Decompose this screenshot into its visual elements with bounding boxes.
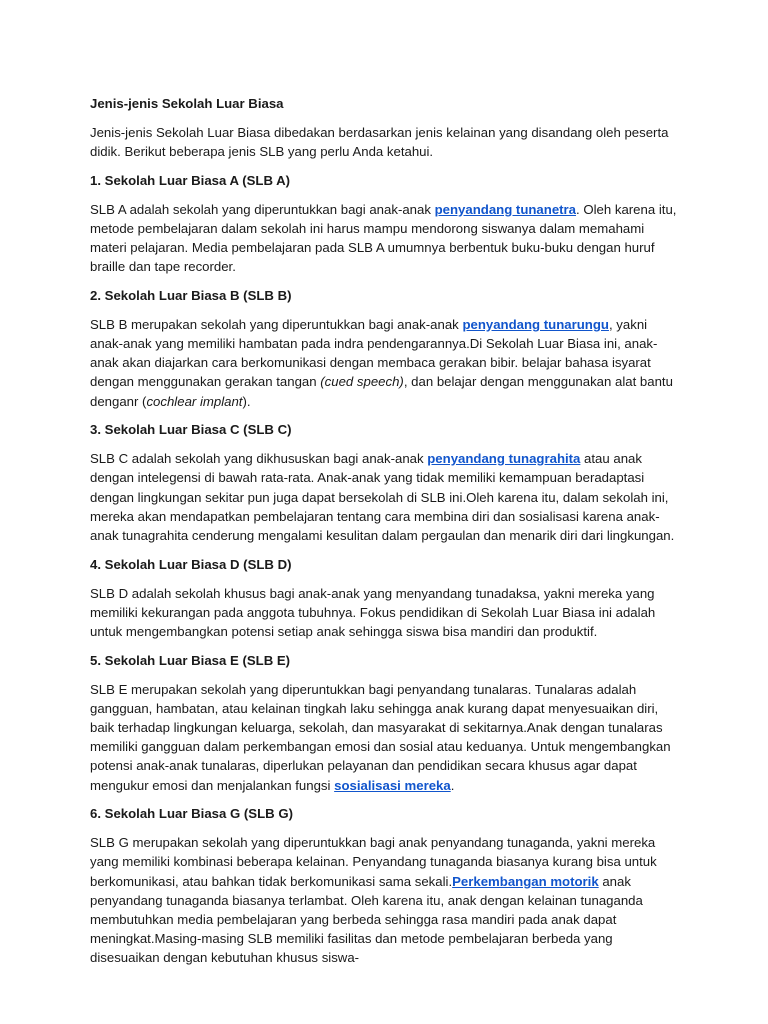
paragraph-slb-b-cochlear-implant: cochlear implant [146, 393, 243, 409]
heading-slb-b: 2. Sekolah Luar Biasa B (SLB B) [90, 288, 292, 303]
link-penyandang-tunanetra[interactable]: penyandang tunanetra [434, 201, 577, 217]
heading-slb-e: 5. Sekolah Luar Biasa E (SLB E) [90, 652, 291, 668]
paragraph-slb-c-text-2: atau anak dengan intelegensi di bawah rata-rata. Anak-anak yang tidak memiliki kemampuan beradaptasi dengan lingkungan sekitar pun juga dapat bersekolah di SLB ini.Oleh karena itu, dalam sekolah ini, mereka akan mendapatkan pembelajaran tentang cara membina diri dan sosialisasi karena anak-anak tunagrahita cenderung mengalami kesulitan dalam pergaulan dan menarik diri dari lingkungan. [90, 451, 675, 544]
paragraph-slb-a-text-2: . Oleh karena itu, metode pembelajaran dalam sekolah ini harus mampu mendorong siswanya dalam memahami materi pelajaran. Media pembelajaran pada SLB A umumnya berbentuk buku-buku dengan huruf braille dan tape recorder. [90, 201, 677, 275]
paragraph-slb-b-text-1: SLB B merupakan sekolah yang diperuntukkan bagi anak-anak [90, 316, 463, 332]
link-sosialisasi-mereka[interactable]: sosialisasi mereka [334, 777, 451, 793]
paragraph-slb-b-text-4: ). [242, 393, 251, 409]
paragraph-slb-g-text-2: anak penyandang tunaganda biasanya terlambat. Oleh karena itu, anak dengan kelainan tunaganda membutuhkan media pembelajaran yang berbeda sehingga rasa mandiri pada anak dapat meningkat.Masing-masing SLB memiliki fasilitas dan metode pembelajaran berbeda yang disesuaikan dengan kebutuhan khusus siswa- [90, 873, 643, 966]
document-title: Jenis-jenis Sekolah Luar Biasa [90, 96, 284, 111]
heading-slb-c: 3. Sekolah Luar Biasa C (SLB C) [90, 422, 292, 438]
paragraph-slb-c-text-1: SLB C adalah sekolah yang dikhususkan bagi anak-anak [90, 451, 428, 467]
paragraph-slb-c [90, 449, 680, 545]
paragraph-slb-b [90, 315, 680, 411]
paragraph-slb-e-text-2: . [450, 777, 455, 793]
heading-slb-g: 6. Sekolah Luar Biasa G (SLB G) [90, 806, 293, 822]
paragraph-slb-b-cued-speech: (cued speech) [320, 374, 404, 390]
paragraph-slb-a-text-1: SLB A adalah sekolah yang diperuntukkan bagi anak-anak [90, 201, 435, 217]
link-penyandang-tunarungu[interactable]: penyandang tunarungu [462, 316, 609, 332]
heading-slb-a: 1. Sekolah Luar Biasa A (SLB A) [90, 172, 291, 188]
document-page [90, 94, 680, 977]
paragraph-slb-b-text-2: , yakni anak-anak yang memiliki hambatan pada indra pendengarannya.Di Sekolah Luar Biasa ini, anak-anak akan diajarkan cara berkomunikasi dengan membaca gerakan bibir. belajar bahasa isyarat dengan menggunakan gerakan tangan [90, 316, 658, 390]
paragraph-slb-g-text-1: SLB G merupakan sekolah yang diperuntukkan bagi anak penyandang tunaganda, yakni mereka yang memiliki kombinasi beberapa kelainan. Penyandang tunaganda biasanya kurang bisa untuk berkomunikasi, atau bahkan tidak berkomunikasi sama sekali. [90, 835, 657, 889]
intro-paragraph: Jenis-jenis Sekolah Luar Biasa dibedakan berdasarkan jenis kelainan yang disandang oleh peserta didik. Berikut beberapa jenis SLB yang perlu Anda ketahui. [90, 124, 669, 159]
link-penyandang-tunagrahita[interactable]: penyandang tunagrahita [427, 451, 581, 467]
paragraph-slb-b-text-3: , dan belajar dengan menggunakan alat bantu denganr ( [90, 374, 673, 409]
heading-slb-d: 4. Sekolah Luar Biasa D (SLB D) [90, 556, 292, 572]
paragraph-slb-g [90, 833, 680, 967]
link-perkembangan-motorik[interactable]: Perkembangan motorik [452, 873, 599, 889]
paragraph-slb-d: SLB D adalah sekolah khusus bagi anak-anak yang menyandang tunadaksa, yakni mereka yang memiliki kekurangan pada anggota tubuhnya. Fokus pendidikan di Sekolah Luar Biasa ini adalah untuk mengembangkan potensi setiap anak sehingga siswa bisa mandiri dan produktif. [90, 585, 656, 640]
paragraph-slb-e-text-1: SLB E merupakan sekolah yang diperuntukkan bagi penyandang tunalaras. Tunalaras adalah gangguan, hambatan, atau kelainan tingkah laku sehingga anak kurang dapat menyesuaikan diri, baik terhadap lingkungan keluarga, sekolah, dan masyarakat di sekitarnya.Anak dengan tunalaras memiliki gangguan dalam perkembangan emosi dan sosial atau keduanya. Untuk mengembangkan potensi anak-anak tunalaras, diperlukan pelayanan dan pendidikan secara khusus agar dapat mengukur emosi dan menjalankan fungsi [90, 681, 671, 793]
paragraph-slb-a [90, 200, 680, 277]
paragraph-slb-e [90, 680, 680, 795]
